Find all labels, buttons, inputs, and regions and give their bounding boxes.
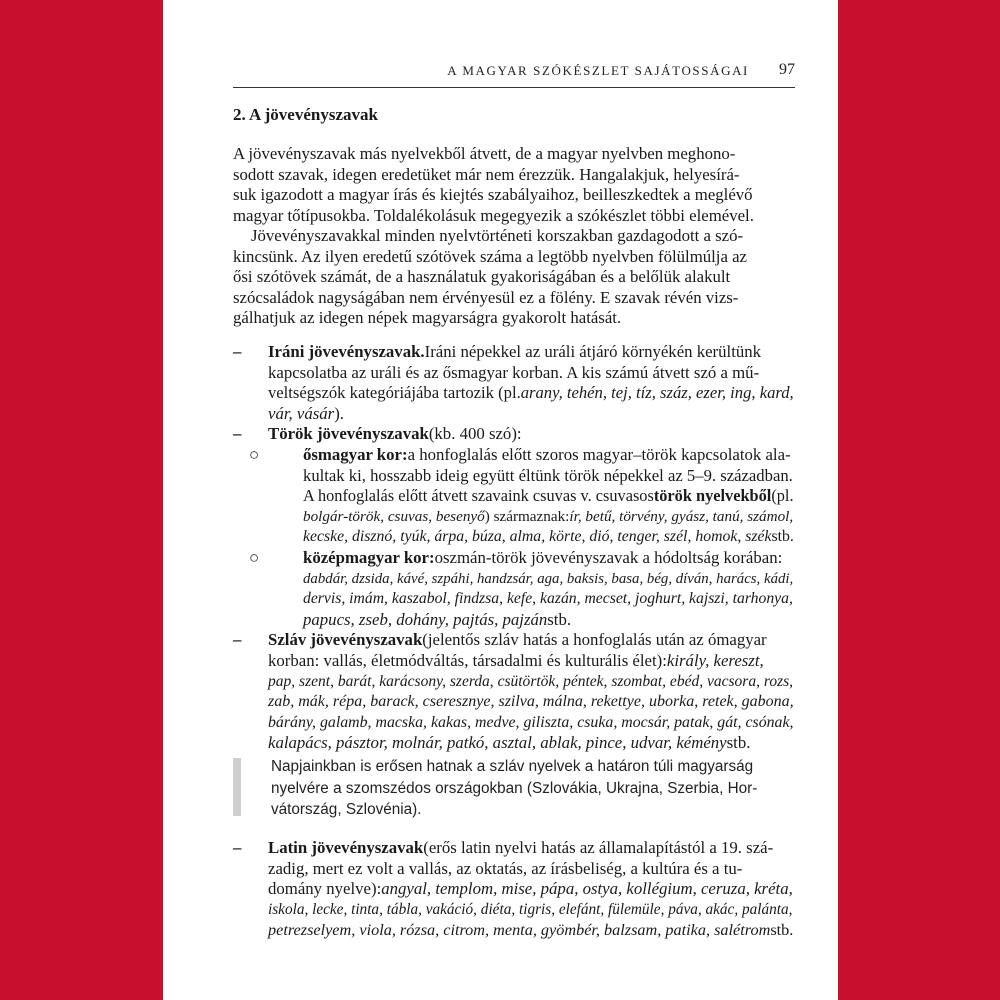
text-line: sodott szavak, idegen eredetüket már nem érezzük. Hangalakjuk, helyesírá- <box>233 164 740 184</box>
page-number: 97 <box>779 61 795 78</box>
text-line: gálhatjuk az idegen népek magyarságra gyakorolt hatását. <box>233 308 622 328</box>
text-line: suk igazodott a magyar írás és kiejtés szabályaihoz, beilleszkedtek a meglévő <box>233 185 753 205</box>
term-szlav: Szláv jövevényszavak <box>268 630 423 650</box>
running-header <box>233 63 795 88</box>
section-heading: 2. A jövevényszavak <box>233 105 378 124</box>
running-title: A MAGYAR SZÓKÉSZLET SAJÁTOSSÁGAI <box>447 63 749 78</box>
term-irani: Iráni jövevényszavak. <box>268 342 425 361</box>
list-item-torok: – Török jövevényszavak (kb. 400 szó): ○ ősmagyar kor: a honfoglalás előtt szoros magyar–török kapcsolatok ala- kultak ki, hosszabb ideig együtt éltünk török népekkel az 5–9. században. A honfoglalás előtt átvett szavaink csuvas v. csuvasos török nyelvekből (pl. bolgár-török, csuvas, besenyő ) származnak: ír, betű, törvény, gyász, tanú, számol, kecske, disznó, tyúk, árpa, búza, alma, körte, dió, tenger, szél, homok, szék stb. ○ középmagyar kor: oszmán-török jövevényszavak a hódoltság korában: dabdár, dzsida, kávé, szpáhi, handzsár, aga, baksis, basa, bég, díván, harács, kádi, dervis, imám, kaszabol, findzsa, kefe, kazán, mecset, joghurt, kajszi, tarhonya, papucs, zseb, dohány, pajtás, pajzán stb. <box>233 424 794 629</box>
list-item-szlav: – Szláv jövevényszavak (jelentős szláv hatás a honfoglalás után az ómagyar korban: vallás, életmódváltás, társadalmi és kulturális élet): király, kereszt, pap, szent, barát, karácsony, szerda, csütörtök, péntek, szombat, ebéd, vacsora, rozs, zab, mák, répa, barack, cseresznye, szilva, málna, rekettye, uborka, retek, gabona, bárány, galamb, macska, kakas, medve, giliszta, csuka, mocsár, patak, gát, csónak, kalapács, pásztor, molnár, patkó, asztal, ablak, pince, udvar, kémény stb. <box>233 630 794 753</box>
callout-bar <box>233 758 241 816</box>
text-line: A jövevényszavak más nyelvekből átvett, de a magyar nyelvben meghono- <box>233 144 736 163</box>
term-torok: Török jövevényszavak <box>268 424 429 444</box>
sublist-item-kozepmagyar: ○ középmagyar kor: oszmán-török jövevényszavak a hódoltság korában: dabdár, dzsida, kávé, szpáhi, handzsár, aga, baksis, basa, bég, díván, harács, kádi, dervis, imám, kaszabol, findzsa, kefe, kazán, mecset, joghurt, kajszi, tarhonya, papucs, zseb, dohány, pajtás, pajzán stb. <box>249 547 794 629</box>
list-item-irani: – Iráni jövevényszavak. Iráni népekkel az uráli átjáró környékén kerültünk kapcsolatba az uráli és az ősmagyar korban. A kis számú átvett szó a mű- veltségszók kategóriájába tartozik (pl. arany, tehén, tej, tíz, száz, ezer, ing, kard, vár, vásár ). <box>233 342 794 423</box>
circle-bullet: ○ <box>249 444 260 464</box>
list-item-latin: – Latin jövevényszavak (erős latin nyelvi hatás az államalapítástól a 19. szá- zadig, mert ez volt a vallás, az oktatás, az írásbeliség, a kultúra és a tu- domány nyelve): angyal, templom, mise, pápa, ostya, kollégium, ceruza, kréta, iskola, lecke, tinta, tábla, vakáció, diéta, tigris, elefánt, fülemüle, páva, akác, palánta, petrezselyem, viola, rózsa, citrom, menta, gyömbér, balzsam, patika, salétrom stb. <box>233 838 794 940</box>
loanword-list-latin <box>233 838 793 941</box>
text-line: magyar tőtípusokba. Toldalékolásuk megegyezik a szókészlet többi elemével. <box>233 205 754 225</box>
dash-bullet: – <box>233 424 242 444</box>
intro-paragraph-2 <box>233 226 793 329</box>
loanword-list <box>233 342 793 754</box>
dash-bullet: – <box>233 838 242 857</box>
text-line: kincsünk. Az ilyen eredetű szótövek száma a legtöbb nyelvben fölülmúlja az <box>233 246 747 266</box>
term-latin: Latin jövevényszavak <box>268 838 424 857</box>
text-line: ősi szótövek számát, de a használatuk gyakoriságában és a belőlük alakult <box>233 267 731 287</box>
circle-bullet: ○ <box>249 547 260 567</box>
text-line: szócsaládok nagyságában nem érvényesül ez a fölény. E szavak révén vizs- <box>233 287 739 307</box>
text-line: Jövevényszavakkal minden nyelvtörténeti korszakban gazdagodott a szó- <box>251 226 744 245</box>
dash-bullet: – <box>233 342 242 361</box>
book-page: A MAGYAR SZÓKÉSZLET SAJÁTOSSÁGAI 97 2. A jövevényszavak A jövevényszavak más nyelvekből átvett, de a magyar nyelvben meghono- sodott szavak, idegen eredetüket már nem érezzük. Hangalakjuk, helyesírá- suk igazodott a magyar írás és kiejtés szabályaihoz, beilleszkedtek a meglévő magyar tőtípusokba. Toldalékolásuk megegyezik a szókészlet többi elemével. Jövevényszavakkal minden nyelvtörténeti korszakban gazdagodott a szó- kincsünk. Az ilyen eredetű szótövek száma a legtöbb nyelvben fölülmúlja az ősi szótövek számát, de a használatuk gyakoriságában és a belőlük alakult szócsaládok nagyságában nem érvényesül ez a fölény. E szavak révén vizs- gálhatjuk az idegen népek magyarságra gyakorolt hatását. – Iráni jövevényszavak. Iráni népekkel az uráli átjáró környékén kerültünk kapcsolatba az uráli és az ősmagyar korban. A kis számú átvett szó a mű- veltségszók kategóriájába tartozik (pl. arany, tehén, tej, tíz, száz, ezer, ing, kard, vár, vásár ). – Török jövevényszavak (kb. 400 szó): ○ ősmagyar kor: a honfoglalás előtt szoros magyar–török kapcsolatok ala- kultak ki, hosszabb ideig együtt éltünk török népekkel az 5–9. században. A honfoglalás előtt átvett szavaink csuvas v. csuvasos török nyelvekből (pl. bolgár-török, csuvas, besenyő ) származnak: ír, betű, törvény, gyász, tanú, számol, kecske, disznó, tyúk, árpa, búza, alma, körte, dió, tenger, szél, homok, szék stb. ○ középmagyar kor: oszmán-török jövevényszavak a hódoltság korában: dabdár, dzsida, kávé, szpáhi, handzsár, aga, baksis, basa, bég, díván, harács, kádi, dervis, imám, kaszabol, findzsa, kefe, kazán, mecset, joghurt, kajszi, tarhonya, papucs, zseb, dohány, pajtás, pajzán stb. – Szláv jövevényszavak (jelentős szláv hatás a honfoglalás után az ómagyar korban: vallás, életmódváltás, társadalmi és kulturális élet): király, kereszt, pap, szent, barát, karácsony, szerda, csütörtök, péntek, szombat, ebéd, vacsora, rozs, zab, mák, répa, barack, cseresznye, szilva, málna, rekettye, uborka, retek, gabona, bárány, galamb, macska, kakas, medve, giliszta, csuka, mocsár, patak, gát, csónak, kalapács, pásztor, molnár, patkó, asztal, ablak, pince, udvar, kémény stb. Napjainkban is erősen hatnak a szláv nyelvek a határon túli magyarság nyelvére a szomszédos országokban (Szlovákia, Ukrajna, Szerbia, Hor- vátország, Szlovénia). – Latin jövevényszavak (erős latin nyelvi hatás az államalapítástól a 19. szá- zadig, mert ez volt a vallás, az oktatás, az írásbeliség, a kultúra és a tu- domány nyelve): angyal, templom, mise, pápa, ostya, kollégium, ceruza, kréta, iskola, lecke, tinta, tábla, vakáció, diéta, tigris, elefánt, fülemüle, páva, akác, palánta, petrezselyem, viola, rózsa, citrom, menta, gyömbér, balzsam, patika, salétrom stb. <box>163 0 838 1000</box>
dash-bullet: – <box>233 630 242 650</box>
sublist-item-osmagyar: ○ ősmagyar kor: a honfoglalás előtt szoros magyar–török kapcsolatok ala- kultak ki, hosszabb ideig együtt éltünk török népekkel az 5–9. században. A honfoglalás előtt átvett szavaink csuvas v. csuvasos török nyelvekből (pl. bolgár-török, csuvas, besenyő ) származnak: ír, betű, törvény, gyász, tanú, számol, kecske, disznó, tyúk, árpa, búza, alma, körte, dió, tenger, szél, homok, szék stb. <box>249 444 794 546</box>
intro-paragraph-1 <box>233 144 793 226</box>
